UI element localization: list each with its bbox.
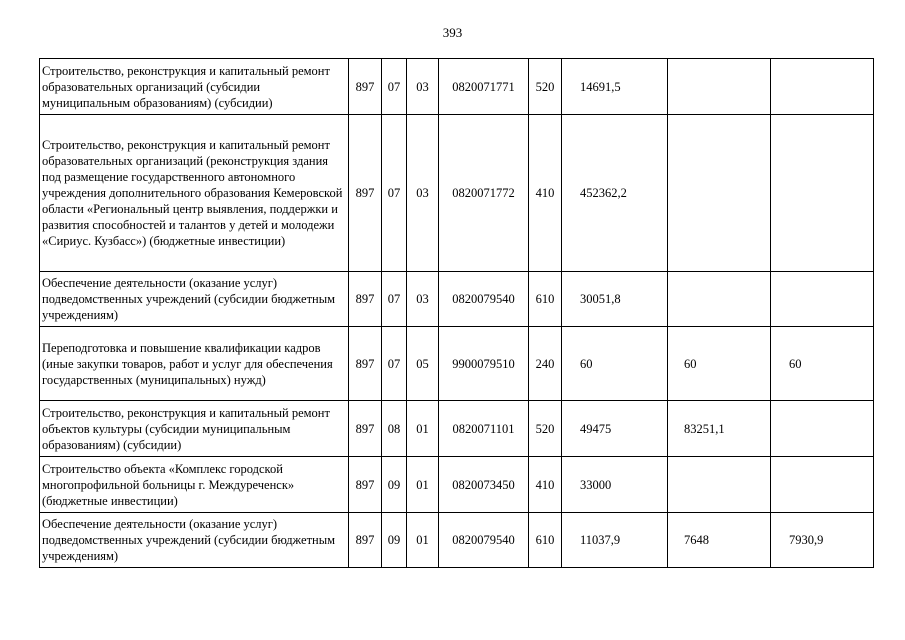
target-article-code: 9900079510 [439, 327, 529, 401]
section-code: 07 [382, 272, 407, 327]
table-body [40, 59, 874, 568]
target-article-code: 0820073450 [439, 457, 529, 513]
expense-type-code: 520 [529, 401, 562, 457]
grbs-code: 897 [349, 272, 382, 327]
row-name: Переподготовка и повышение квалификации кадров (иные закупки товаров, работ и услуг для обеспечения государственных (муниципальных) нужд) [40, 327, 349, 401]
target-article-code: 0820071771 [439, 59, 529, 115]
table-row [40, 59, 874, 115]
amount-year-3 [771, 115, 874, 272]
grbs-code: 897 [349, 59, 382, 115]
row-name: Обеспечение деятельности (оказание услуг) подведомственных учреждений (субсидии бюджетным учреждениям) [40, 513, 349, 568]
subsection-code: 03 [407, 272, 439, 327]
row-name: Обеспечение деятельности (оказание услуг) подведомственных учреждений (субсидии бюджетным учреждениям) [40, 272, 349, 327]
section-code: 07 [382, 59, 407, 115]
row-name: Строительство объекта «Комплекс городской многопрофильной больницы г. Междуреченск» (бюджетные инвестиции) [40, 457, 349, 513]
amount-year-3 [771, 457, 874, 513]
expense-type-code: 410 [529, 115, 562, 272]
amount-year-1: 452362,2 [562, 115, 668, 272]
grbs-code: 897 [349, 401, 382, 457]
amount-year-1: 33000 [562, 457, 668, 513]
expense-type-code: 410 [529, 457, 562, 513]
target-article-code: 0820079540 [439, 272, 529, 327]
table-row [40, 401, 874, 457]
subsection-code: 03 [407, 59, 439, 115]
table-row [40, 272, 874, 327]
section-code: 07 [382, 115, 407, 272]
amount-year-2 [668, 457, 771, 513]
amount-year-2: 60 [668, 327, 771, 401]
amount-year-2 [668, 115, 771, 272]
grbs-code: 897 [349, 513, 382, 568]
subsection-code: 05 [407, 327, 439, 401]
amount-year-2: 7648 [668, 513, 771, 568]
row-name: Строительство, реконструкция и капитальный ремонт объектов культуры (субсидии муниципальным образованиям) (субсидии) [40, 401, 349, 457]
expense-type-code: 610 [529, 513, 562, 568]
grbs-code: 897 [349, 115, 382, 272]
page-number: 393 [442, 25, 463, 40]
section-code: 07 [382, 327, 407, 401]
section-code: 09 [382, 457, 407, 513]
amount-year-1: 30051,8 [562, 272, 668, 327]
grbs-code: 897 [349, 457, 382, 513]
amount-year-3: 7930,9 [771, 513, 874, 568]
amount-year-1: 60 [562, 327, 668, 401]
amount-year-2: 83251,1 [668, 401, 771, 457]
subsection-code: 03 [407, 115, 439, 272]
expense-type-code: 610 [529, 272, 562, 327]
amount-year-1: 11037,9 [562, 513, 668, 568]
row-name: Строительство, реконструкция и капитальный ремонт образовательных организаций (реконструкция здания под размещение государственного автономного учреждения дополнительного образования Кемеровской области «Региональный центр выявления, поддержки и развития способностей и талантов у детей и молодежи «Сириус. Кузбасс») (бюджетные инвестиции) [40, 115, 349, 272]
target-article-code: 0820071101 [439, 401, 529, 457]
table-row [40, 457, 874, 513]
table-row [40, 513, 874, 568]
grbs-code: 897 [349, 327, 382, 401]
expense-type-code: 520 [529, 59, 562, 115]
section-code: 08 [382, 401, 407, 457]
amount-year-2 [668, 59, 771, 115]
amount-year-1: 14691,5 [562, 59, 668, 115]
amount-year-3 [771, 59, 874, 115]
amount-year-3 [771, 272, 874, 327]
table-row [40, 115, 874, 272]
amount-year-1: 49475 [562, 401, 668, 457]
row-name: Строительство, реконструкция и капитальный ремонт образовательных организаций (субсидии муниципальным образованиям) (субсидии) [40, 59, 349, 115]
subsection-code: 01 [407, 457, 439, 513]
amount-year-3: 60 [771, 327, 874, 401]
subsection-code: 01 [407, 513, 439, 568]
target-article-code: 0820079540 [439, 513, 529, 568]
amount-year-3 [771, 401, 874, 457]
subsection-code: 01 [407, 401, 439, 457]
amount-year-2 [668, 272, 771, 327]
section-code: 09 [382, 513, 407, 568]
budget-table [39, 58, 874, 568]
table-row [40, 327, 874, 401]
target-article-code: 0820071772 [439, 115, 529, 272]
expense-type-code: 240 [529, 327, 562, 401]
